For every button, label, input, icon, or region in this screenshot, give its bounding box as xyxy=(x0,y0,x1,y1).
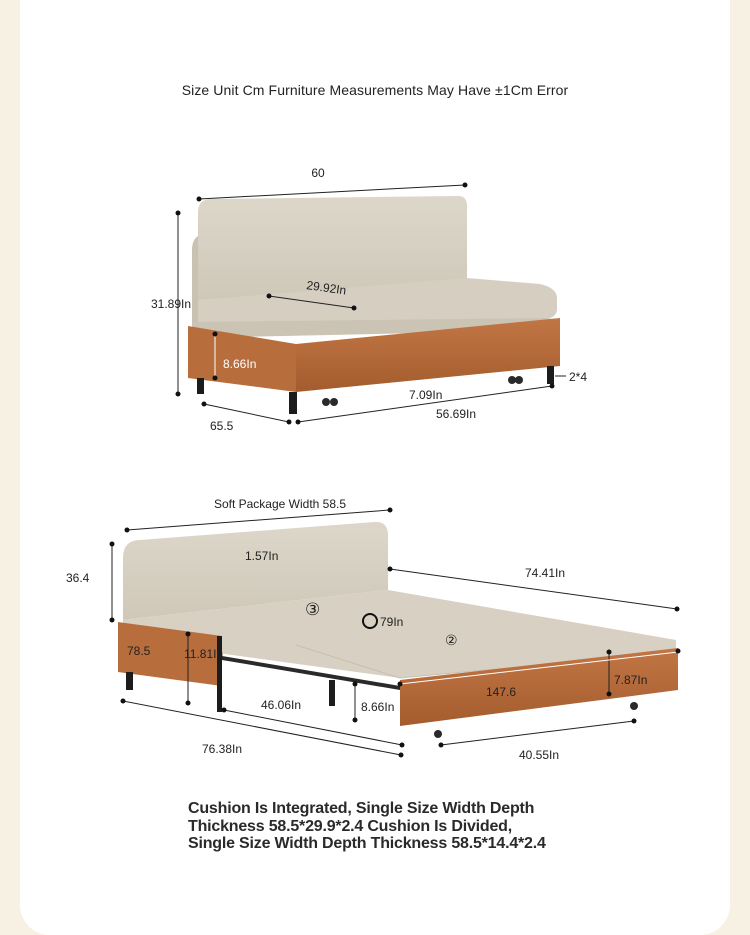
base-height-label: 8.66In xyxy=(223,357,257,371)
head-height-label: 36.4 xyxy=(66,571,90,585)
measurement-note: Size Unit Cm Furniture Measurements May Have ±1Cm Error xyxy=(181,82,569,98)
frame-width-label: 147.6 xyxy=(486,685,517,699)
seat-depth-label: 29.92In xyxy=(305,278,348,298)
sofa-depth-label: 65.5 xyxy=(210,419,234,433)
bed-total-length-label: 76.38In xyxy=(202,742,243,756)
middle-span-label: 46.06In xyxy=(261,698,302,712)
sofa-height-label: 31.89In xyxy=(151,297,192,311)
leg-gap-label: 7.09In xyxy=(409,388,443,402)
soft-package-width-label: Soft Package Width 58.5 xyxy=(213,497,347,511)
sofa-total-width-label: 56.69In xyxy=(436,407,477,421)
description-line: Single Size Width Depth Thickness 58.5*14.4*2.4 xyxy=(188,835,546,852)
leg-spec-label: 2*4 xyxy=(569,370,588,384)
bed-length-label: 74.41In xyxy=(525,566,566,580)
frame-height-label: 7.87In xyxy=(614,673,648,687)
side-height-label: 11.81In xyxy=(184,647,224,661)
leg-height-label: 8.66In xyxy=(361,700,395,714)
bed-image xyxy=(118,522,678,738)
head-thickness-label: 1.57In xyxy=(245,549,279,563)
sofa-width-label: 60 xyxy=(311,166,325,180)
cushion-description xyxy=(188,800,608,853)
description-line: Cushion Is Integrated, Single Size Width Depth xyxy=(188,800,535,817)
side-width-label: 78.5 xyxy=(127,644,151,658)
part-2-marker: ② xyxy=(445,632,458,648)
part-1-dimension-label: 79In xyxy=(380,615,404,629)
bed-total-width-label: 40.55In xyxy=(519,748,560,762)
sofa-image xyxy=(188,196,560,414)
part-3-marker: ③ xyxy=(305,600,321,619)
description-line: Thickness 58.5*29.9*2.4 Cushion Is Divided, xyxy=(188,817,512,835)
